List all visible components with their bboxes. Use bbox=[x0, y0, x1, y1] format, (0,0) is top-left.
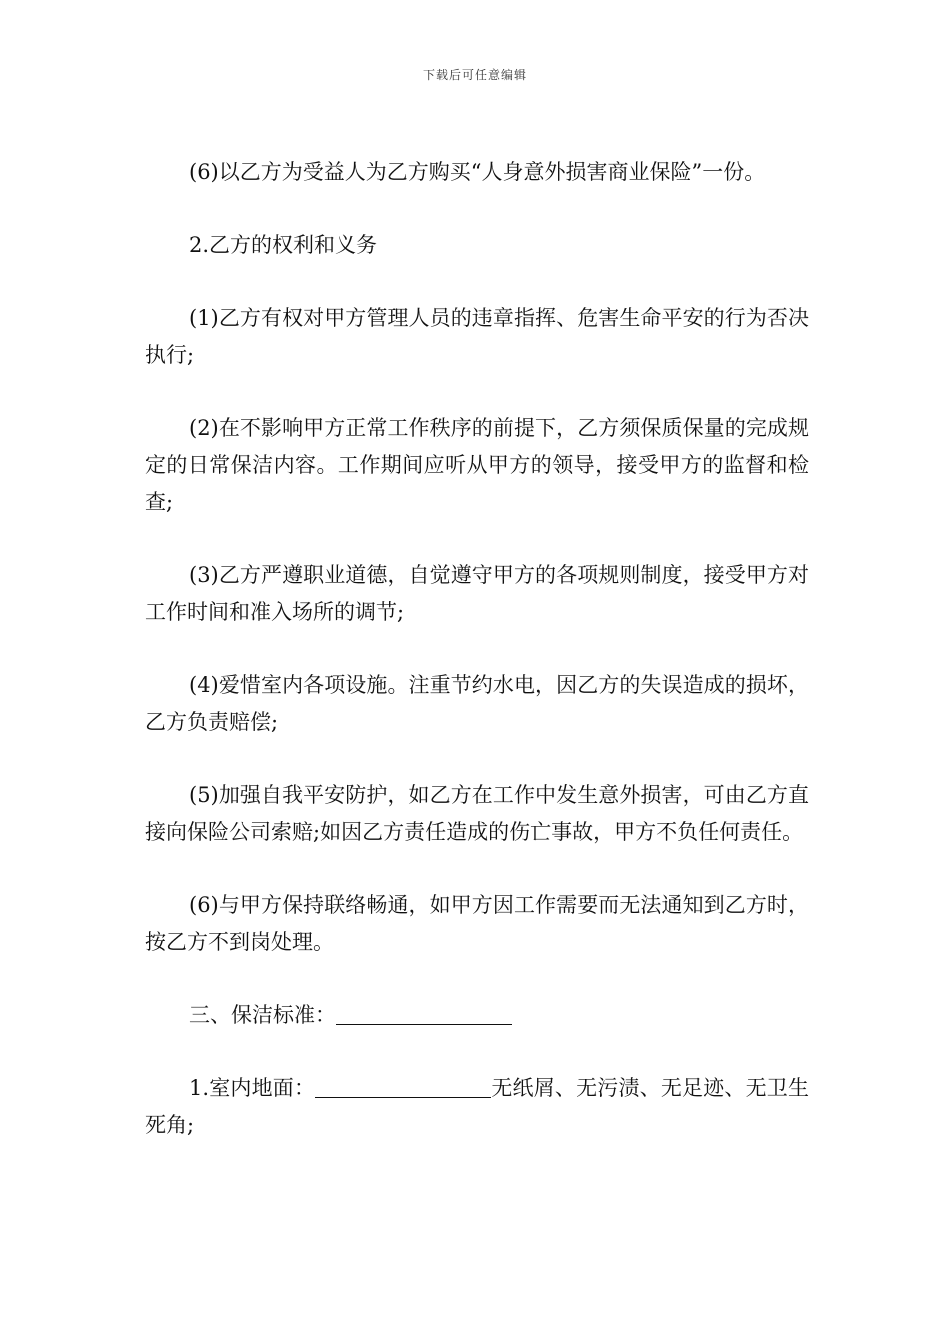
paragraph-insurance: (6)以乙方为受益人为乙方购买“人身意外损害商业保险”一份。 bbox=[189, 160, 766, 184]
standards-heading-label: 三、保洁标准： bbox=[189, 1003, 336, 1027]
document-body bbox=[145, 154, 809, 1180]
paragraph-right-1: (1)乙方有权对甲方管理人员的违章指挥、危害生命平安的行为否决执行; bbox=[145, 306, 809, 367]
standards-item-floor-text: 无纸屑、无污渍、无足迹、无卫生死角; bbox=[145, 1076, 809, 1137]
standards-item-floor-label: 1.室内地面： bbox=[189, 1076, 316, 1100]
fill-in-blank bbox=[336, 1003, 512, 1025]
fill-in-blank bbox=[315, 1076, 491, 1098]
section-heading-rights: 2.乙方的权利和义务 bbox=[189, 233, 378, 257]
paragraph-right-3: (3)乙方严遵职业道德，自觉遵守甲方的各项规则制度，接受甲方对工作时间和准入场所的调节; bbox=[145, 563, 809, 624]
standards-item-floor bbox=[145, 1070, 809, 1144]
paragraph-right-2: (2)在不影响甲方正常工作秩序的前提下，乙方须保质保量的完成规定的日常保洁内容。工作期间应听从甲方的领导，接受甲方的监督和检查; bbox=[145, 416, 809, 514]
paragraph-right-5: (5)加强自我平安防护，如乙方在工作中发生意外损害，可由乙方直接向保险公司索赔;如因乙方责任造成的伤亡事故，甲方不负任何责任。 bbox=[145, 783, 809, 844]
paragraph-right-4: (4)爱惜室内各项设施。注重节约水电，因乙方的失误造成的损坏，乙方负责赔偿; bbox=[145, 673, 809, 734]
paragraph-right-6: (6)与甲方保持联络畅通，如甲方因工作需要而无法通知到乙方时，按乙方不到岗处理。 bbox=[145, 893, 809, 954]
standards-heading bbox=[145, 997, 809, 1034]
page-header: 下载后可任意编辑 bbox=[422, 68, 527, 82]
